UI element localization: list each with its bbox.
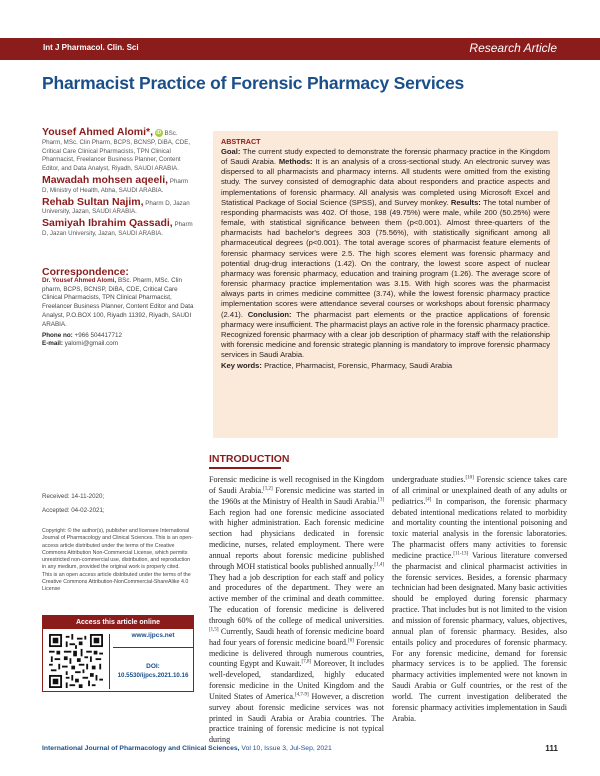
body-text: In comparison, the forensic pharmacy debated intentional medications related to morbidity and mortality counting the intentional poisoning and toxic material analysis in the forensic laboratories. The pharmacist offers many activities to forensic medicine practice. <box>392 496 567 560</box>
page-number: 111 <box>545 744 558 753</box>
author-affiliation: Pharm D, Jazan University, Jazan, SAUDI ARABIA. <box>42 199 190 216</box>
access-heading: Access this article online <box>43 616 193 629</box>
email-value[interactable]: yalomi@gmail.com <box>64 340 119 348</box>
conclusion-label: Conclusion: <box>247 309 292 319</box>
goal-text: The current study expected to demonstrate the forensic pharmacy practice in the Kingdom of Saudi Arabia. <box>221 147 550 167</box>
body-column-2 <box>392 475 567 724</box>
keywords-text: Practice, Pharmacist, Forensic, Pharmacy, Saudi Arabia <box>264 361 453 371</box>
orcid-icon[interactable]: iD <box>156 130 162 137</box>
citation[interactable]: [1,2] <box>263 486 273 492</box>
citation[interactable]: [10] <box>465 475 474 481</box>
body-text: They had a job description for each staff and policy and procedures of the department. They were an active member of the criminal and death committee. The education of forensic medicine is delivered through 60% of the college of medical universities. <box>209 572 384 625</box>
body-text: Each region had one forensic medicine associated with higher administration. Each forensic medicine section had physicians dedicated in forensic medicine, nurses, related employment. There were annual reports about forensic medicine published through MOH statistical books published annually. <box>209 507 384 571</box>
article-type: Research Article <box>469 41 557 55</box>
goal-label: Goal: <box>221 147 241 156</box>
results-label: Results: <box>450 197 481 207</box>
author-block <box>42 126 194 174</box>
citation[interactable]: [1,4] <box>374 562 384 568</box>
abstract-box <box>213 131 558 438</box>
citation[interactable]: [7,8] <box>301 659 312 665</box>
results-text: The total number of responding pharmacists was 402. Of those, 198 (49.75%) were male, while 200 (50.25%) were female, with statistical significance between them (p<0.001). Almost three-quarters of the pharmacists had bachelor's degrees 303 (75.56%), with statistically significant among all pharmaceutical degrees (p<0.001). The total average scores of pharmacist feature elements of forensic pharmacy services were 2.5. The high scores element was forensic pharmacy and potential drug-drug interactions (1.42). On the contrary, the lowest score aspect of nuclear pharmacy was forensic pharmacy, education and training program (1.26). The average score of forensic pharmacy practice implementation was 3.15. With high scores was the pharmacist always parts in crimes medicine committee (3.74), while the lowest forensic pharmacy practice implementation scores were attendance several courses or workshops about forensic pharmacy (2.41). <box>221 197 550 319</box>
body-text: undergraduate studies. <box>392 475 466 484</box>
correspondence-name: Dr. Yousef Ahmed Alomi, <box>42 276 117 284</box>
dates-block <box>42 490 105 518</box>
access-online-box <box>42 615 194 692</box>
correspondence-block <box>42 268 194 349</box>
body-text: Moreover, It includes well-developed, standardized, highly educated forensic medicine in the United Kingdom and the United States of America. <box>209 659 384 701</box>
page-footer <box>42 745 332 752</box>
author-name: Samiyah Ibrahim Qassadi, <box>42 217 173 230</box>
accepted-date: Accepted: 04-02-2021; <box>42 507 105 514</box>
citation[interactable]: [4] <box>425 497 432 502</box>
body-text: Forensic science takes care of all criminal or unexplained death of any adults or pediatrics. <box>392 475 567 506</box>
methods-text: It is an analysis of a cross-sectional study. An electronic survey was dispersed to all pharmacists and pharmacy interns. All students were omitted from the existing study. The survey consisted of demographic data about responders and practice aspects and implementations of forensic pharmacy. All analysis was completed using Microsoft Excel and Statistical Package of Social Science (SPSS), and Survey monkey. <box>221 157 550 207</box>
body-text: Various literature conversed the pharmacist and clinical pharmacist activities in the forensic services. Besides, a forensic pharmacy technician had been designated. Many basic activities should be employed during forensic pharmacy practice. That includes but is not limited to the vision and mission of forensic pharmacy, values, objectives, annual plan of forensic pharmacy. Besides, also entails policy and procedures of forensic pharmacy. For any forensic medicine, demand for forensic pharmacy services is to be applied. The forensic pharmacy activities implemented were not known in Saudi Arabia or Gulf countries, or the rest of the world. The current investigation deliberated the forensic pharmacy activities implementation in Saudi Arabia. <box>392 550 567 723</box>
body-text: Forensic medicine is delivered through numerous countries, counting Egypt and Kuwait. <box>209 637 384 669</box>
citation[interactable]: [3] <box>378 497 384 502</box>
body-text: Currently, Saudi heath of forensic medicine board had four years of forensic medicine board. <box>209 626 384 647</box>
author-list <box>42 126 194 239</box>
doi-label: DOI: <box>146 663 160 670</box>
copyright-text: Copyright: © the author(s), publisher and licensee International Journal of Pharmacology and Clinical Sciences. This is an open-access article distributed under the terms of the Creative Commons Attribution Non-Commercial License, which permits unrestricted non-commercial use, distribution, and reproduction in any medium, provided the original work is properly cited. <box>42 528 193 571</box>
article-title: Pharmacist Practice of Forensic Pharmacy Services <box>42 73 465 93</box>
access-separator <box>113 647 193 648</box>
body-text: However, a discretion survey about forensic medicine services was not printed in Saudi Arabia or Arabia countries. The practice training of forensic medicine is not typical during <box>209 691 384 745</box>
journal-short-name: Int J Pharmacol. Clin. Sci <box>43 43 139 52</box>
email-line <box>42 340 194 349</box>
body-text: Forensic medicine was started in the 1960s at the Ministry of Health in Saudi Arabia. <box>209 485 384 506</box>
license-block <box>42 528 194 594</box>
phone-label: Phone no: <box>42 331 73 339</box>
correspondence-heading: Correspondence: <box>42 266 129 278</box>
correspondence-details <box>42 277 194 330</box>
abstract-heading: ABSTRACT <box>221 137 261 146</box>
body-text: Forensic medicine is well recognised in the Kingdom of Saudi Arabia. <box>209 475 384 495</box>
journal-website-link[interactable]: www.ijpcs.net <box>131 632 175 639</box>
footer-issue: Vol 10, Issue 3, Jul-Sep, 2021 <box>239 745 332 752</box>
license-note: This is an open access article distributed under the terms of the Creative Commons Attribution-NonCommercial-ShareAlike 4.0 License <box>42 571 191 593</box>
author-block <box>42 217 194 239</box>
citation[interactable]: [4,7-9] <box>294 692 309 698</box>
body-column-1 <box>209 475 384 746</box>
footer-journal-name: International Journal of Pharmacology and Clinical Sciences, <box>42 745 240 752</box>
access-divider <box>109 634 110 689</box>
author-affiliation: BSc. Pharm, MSc. Clin Pharm, BCPS, BCNSP, DiBA, CDE, Critical Care Clinical Pharmacists, TPN Clinical Pharmacist, Freelancer Business Planner, Content Editor, and Data Analyst, Riyadh, SAUDI ARABIA. <box>42 130 191 173</box>
keywords-label: Key words: <box>221 361 262 371</box>
doi-link[interactable]: 10.5530/ijpcs.2021.10.16 <box>117 672 189 679</box>
author-name: Rehab Sultan Najim, <box>42 195 144 208</box>
citation[interactable]: [11-13] <box>453 551 469 557</box>
phone-value: +966 504417712 <box>74 331 122 339</box>
introduction-heading: INTRODUCTION <box>209 453 290 465</box>
email-label: E-mail: <box>42 340 63 348</box>
author-block <box>42 174 194 196</box>
qr-code-icon[interactable] <box>48 634 104 688</box>
abstract-text <box>221 147 550 360</box>
journal-header-band <box>0 38 600 60</box>
received-date: Received: 14-11-2020; <box>42 493 105 500</box>
author-affiliation: Pharm D, Ministry of Health, Abha, SAUDI ARABIA. <box>42 177 189 194</box>
author-affiliation: Pharm D, Jazan University, Jazan, SAUDI ARABIA. <box>42 221 193 237</box>
author-name: Yousef Ahmed Alomi*, <box>42 126 154 138</box>
author-block <box>42 196 194 218</box>
methods-label: Methods: <box>278 157 313 167</box>
citation[interactable]: [6] <box>347 637 354 643</box>
correspondence-address: BSc. Pharm, MSc. Clin pharm, BCPS, BCNSP, DiBA, CDE, Critical Care Clinical Pharmacists, TPN Clinical Pharmacist, Freelancer Business Planner, Content Editor and Data Analyst, P.O.BOX 100, Riyadh 11392, Riyadh, SAUDI ARABIA. <box>42 276 194 328</box>
citation[interactable]: [1,5] <box>209 627 219 633</box>
keywords-line <box>221 361 550 371</box>
author-name: Mawadah mohsen aqeeli, <box>42 173 169 186</box>
conclusion-text: The pharmacist part elements or the practice applications of forensic pharmacy were insufficient. The pharmacist plays an active role in the forensic pharmacy practice. Recognized forensic pharmacy with a clear job description of pharmacy staff with the relationship with forensic medicine and forensic strategic planning is mandatory to improve forensic pharmacy services in Saudi Arabia. <box>221 309 550 360</box>
phone-line <box>42 332 194 341</box>
